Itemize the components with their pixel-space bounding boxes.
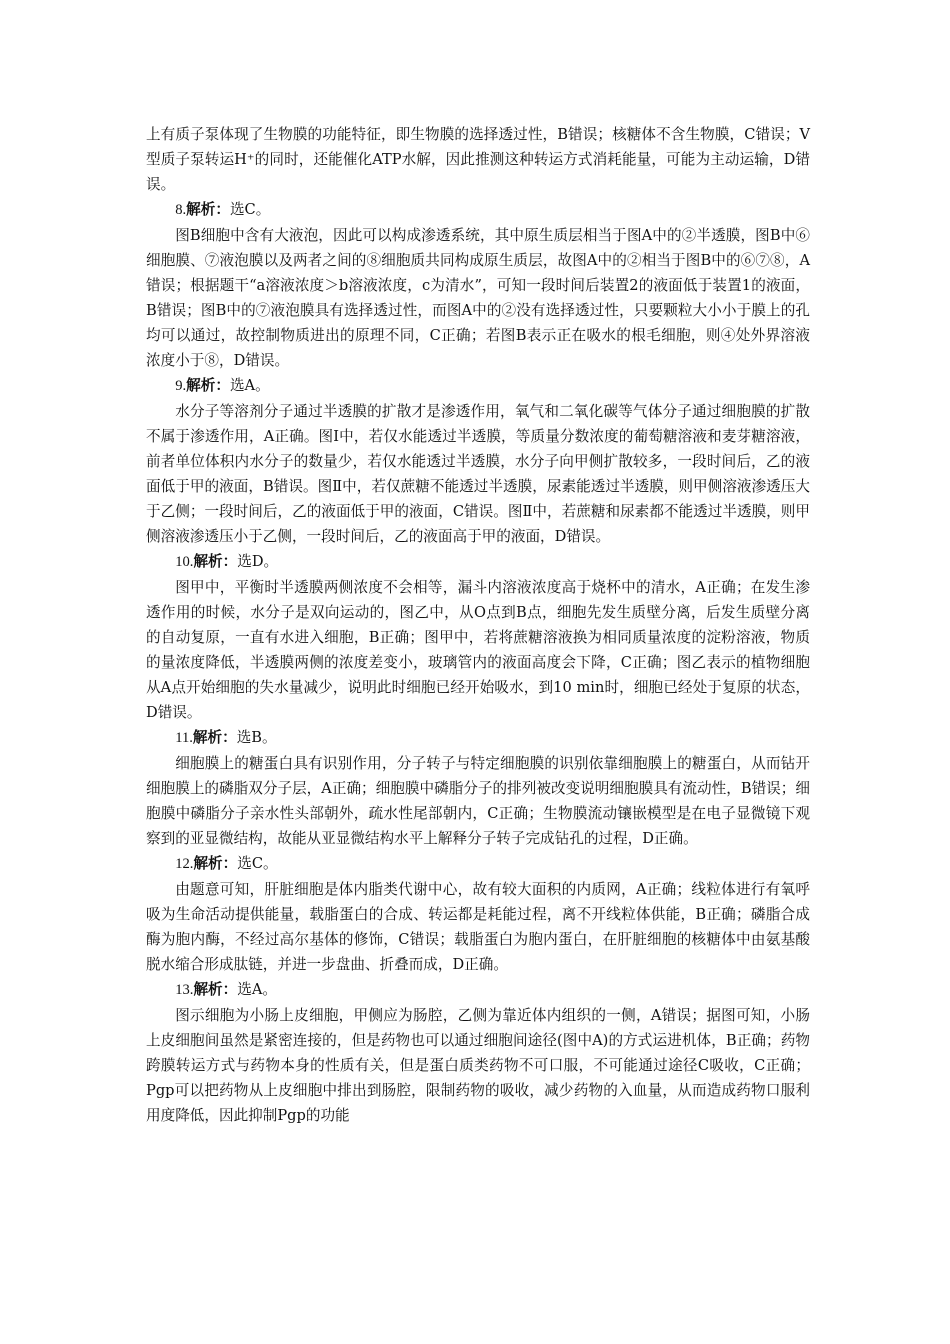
question-number: 13. [175,982,194,998]
answer-choice: 选D。 [237,553,279,570]
question-number: 9. [175,378,187,394]
analysis-label: 解析： [193,553,238,570]
answer-heading-9 [146,373,810,399]
answer-heading-13 [146,977,810,1003]
explanation-paragraph-8: 图B细胞中含有大液泡，因此可以构成渗透系统，其中原生质层相当于图A中的②半透膜，图B中⑥细胞膜、⑦液泡膜以及两者之间的⑧细胞质共同构成原生质层，故图A中的②相当于图B中的⑥⑦⑧，A错误；根据题干“a溶液浓度＞b溶液浓度，c为清水”，可知一段时间后装置2的液面低于装置1的液面，B错误；图B中的⑦液泡膜具有选择透过性，而图A中的②没有选择透过性，只要颗粒大小小于膜上的孔均可以通过，故控制物质进出的原理不同，C正确；若图B表示正在吸水的根毛细胞，则④处外界溶液浓度小于⑧，D错误。 [146,227,810,369]
answer-choice: 选C。 [229,201,271,218]
answer-choice: 选A。 [229,377,270,394]
answer-heading-12 [146,851,810,877]
analysis-label: 解析： [186,201,230,218]
explanation-paragraph-9: 水分子等溶剂分子通过半透膜的扩散才是渗透作用，氧气和二氧化碳等气体分子通过细胞膜的扩散不属于渗透作用，A正确。图Ⅰ中，若仅水能透过半透膜，等质量分数浓度的葡萄糖溶液和麦芽糖溶液，前者单位体积内水分子的数量少，若仅水能透过半透膜，水分子向甲侧扩散较多，一段时间后，乙的液面低于甲的液面，B错误。图Ⅱ中，若仅蔗糖不能透过半透膜，尿素能透过半透膜，则甲侧溶液渗透压大于乙侧；一段时间后，乙的液面低于甲的液面，C错误。图Ⅱ中，若蔗糖和尿素都不能透过半透膜，则甲侧溶液渗透压小于乙侧，一段时间后，乙的液面高于甲的液面，D错误。 [146,403,810,545]
answer-choice: 选C。 [237,855,278,872]
question-number: 8. [175,202,187,218]
answer-choice: 选A。 [237,981,277,998]
analysis-label: 解析： [193,981,238,998]
paragraph-7-continued: 上有质子泵体现了生物膜的功能特征，即生物膜的选择透过性，B错误；核糖体不含生物膜，C错误；V型质子泵转运H⁺的同时，还能催化ATP水解，因此推测这种转运方式消耗能量，可能为主动运输，D错误。 [146,126,810,193]
analysis-label: 解析： [193,855,238,872]
explanation-paragraph-13: 图示细胞为小肠上皮细胞，甲侧应为肠腔，乙侧为靠近体内组织的一侧，A错误；据图可知，小肠上皮细胞间虽然是紧密连接的，但是药物也可以通过细胞间途径(图中A)的方式运进机体，B正确；药物跨膜转运方式与药物本身的性质有关，但是蛋白质类药物不可口服，不可能通过途径C吸收，C正确；Pgp可以把药物从上皮细胞中排出到肠腔，限制药物的吸收，减少药物的入血量，从而造成药物口服利用度降低，因此抑制Pgp的功能 [146,1007,810,1124]
explanation-paragraph-10: 图甲中，平衡时半透膜两侧浓度不会相等，漏斗内溶液浓度高于烧杯中的清水，A正确；在发生渗透作用的时候，水分子是双向运动的，图乙中，从O点到B点，细胞先发生质壁分离，后发生质壁分离的自动复原，一直有水进入细胞，B正确；图甲中，若将蔗糖溶液换为相同质量浓度的淀粉溶液，物质的量浓度降低，半透膜两侧的浓度差变小，玻璃管内的液面高度会下降，C正确；图乙表示的植物细胞从A点开始细胞的失水量减少，说明此时细胞已经开始吸水，到10 min时，细胞已经处于复原的状态，D错误。 [146,579,810,721]
answer-heading-11 [146,725,810,751]
answer-choice: 选B。 [236,729,277,746]
document-page [146,122,810,1128]
question-number: 11. [175,730,193,746]
answer-heading-10 [146,549,810,575]
analysis-label: 解析： [186,377,230,394]
explanation-paragraph-12: 由题意可知，肝脏细胞是体内脂类代谢中心，故有较大面积的内质网，A正确；线粒体进行有氧呼吸为生命活动提供能量，载脂蛋白的合成、转运都是耗能过程，离不开线粒体供能，B正确；磷脂合成酶为胞内酶，不经过高尔基体的修饰，C错误；载脂蛋白为胞内蛋白，在肝脏细胞的核糖体中由氨基酸脱水缩合形成肽链，并进一步盘曲、折叠而成，D正确。 [146,881,810,973]
analysis-label: 解析： [192,729,237,746]
answer-heading-8 [146,197,810,223]
explanation-paragraph-11: 细胞膜上的糖蛋白具有识别作用，分子转子与特定细胞膜的识别依靠细胞膜上的糖蛋白，从而钻开细胞膜上的磷脂双分子层，A正确；细胞膜中磷脂分子的排列被改变说明细胞膜具有流动性，B错误；细胞膜中磷脂分子亲水性头部朝外，疏水性尾部朝内，C正确；生物膜流动镶嵌模型是在电子显微镜下观察到的亚显微结构，故能从亚显微结构水平上解释分子转子完成钻孔的过程，D正确。 [146,755,810,847]
question-number: 10. [175,554,194,570]
question-number: 12. [175,856,194,872]
